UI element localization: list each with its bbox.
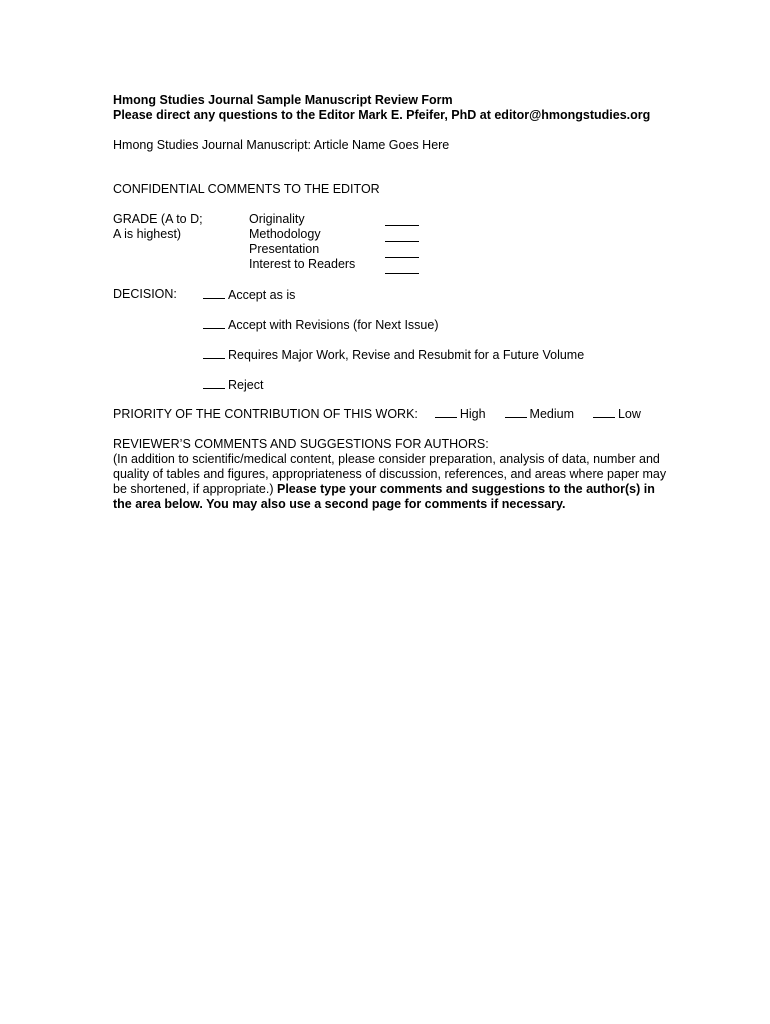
priority-option-low: Low — [617, 407, 641, 421]
priority-blank-low[interactable] — [593, 406, 615, 418]
priority-option-high: High — [459, 407, 486, 421]
decision-section — [113, 287, 673, 392]
decision-blank-major-work[interactable] — [203, 347, 225, 359]
priority-blank-medium[interactable] — [505, 406, 527, 418]
criterion-presentation: Presentation — [249, 242, 320, 256]
form-title: Hmong Studies Journal Sample Manuscript Review Form — [113, 93, 453, 107]
criterion-methodology: Methodology — [249, 227, 321, 241]
priority-option-medium: Medium — [529, 407, 575, 421]
reviewer-section — [113, 437, 673, 512]
decision-blank-accept[interactable] — [203, 287, 225, 299]
grade-label-line2: A is highest) — [113, 227, 182, 241]
reviewer-instructions-bold: Please type your comments and suggestions to the author(s) in the area below. You may also use a second page for comments if necessary. — [113, 482, 655, 511]
decision-option-label: Accept as is — [228, 288, 296, 302]
decision-option-label: Reject — [228, 378, 264, 392]
methodology-grade-field[interactable] — [385, 228, 419, 242]
interest-grade-field[interactable] — [385, 260, 419, 274]
grade-criteria — [249, 212, 355, 272]
decision-options — [203, 287, 584, 407]
decision-blank-reject[interactable] — [203, 377, 225, 389]
grade-label-line1: GRADE (A to D; — [113, 212, 203, 226]
decision-label: DECISION: — [113, 287, 177, 301]
reviewer-instructions — [113, 452, 673, 512]
grade-label — [113, 212, 203, 242]
review-form — [113, 93, 673, 512]
priority-section — [113, 406, 673, 422]
reviewer-instructions-normal: (In addition to scientific/medical content, please consider preparation, analysis of data, number and quality of tables and figures, appropriateness of discussion, references, and areas where paper may be shortened, if appropriate.) — [113, 452, 667, 496]
grade-section — [113, 212, 673, 272]
reviewer-heading: REVIEWER’S COMMENTS AND SUGGESTIONS FOR AUTHORS: — [113, 437, 489, 451]
originality-grade-field[interactable] — [385, 212, 419, 226]
grade-blanks — [385, 212, 419, 276]
priority-blank-high[interactable] — [435, 406, 457, 418]
decision-option-label: Accept with Revisions (for Next Issue) — [228, 318, 439, 332]
decision-option — [203, 377, 584, 407]
decision-blank-accept-revisions[interactable] — [203, 317, 225, 329]
criterion-originality: Originality — [249, 212, 305, 226]
decision-option-label: Requires Major Work, Revise and Resubmit for a Future Volume — [228, 348, 585, 362]
confidential-heading: CONFIDENTIAL COMMENTS TO THE EDITOR — [113, 182, 380, 196]
manuscript-title-line: Hmong Studies Journal Manuscript: Article Name Goes Here — [113, 138, 450, 152]
criterion-interest: Interest to Readers — [249, 257, 356, 271]
decision-option — [203, 347, 584, 377]
decision-option — [203, 317, 584, 347]
priority-label: PRIORITY OF THE CONTRIBUTION OF THIS WORK: — [113, 407, 418, 421]
decision-option — [203, 287, 584, 317]
editor-contact: Please direct any questions to the Editor Mark E. Pfeifer, PhD at editor@hmongstudies.org — [113, 108, 651, 122]
presentation-grade-field[interactable] — [385, 244, 419, 258]
